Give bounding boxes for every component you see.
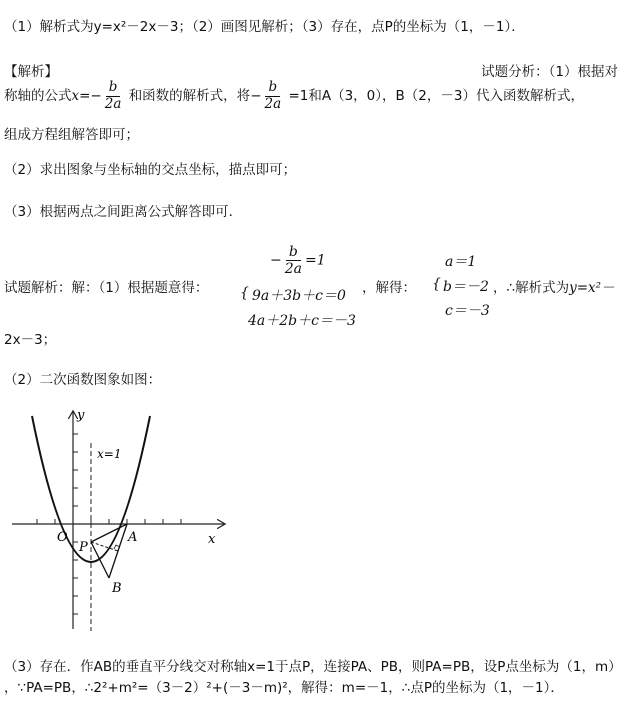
step-3-line-1: （3）存在．作AB的垂直平分线交对称轴x=1于点P，连接PA、PB，则PA=PB，设P点坐标为（1，m）: [4, 659, 622, 675]
result-continued: 2x－3；: [4, 332, 57, 348]
solve-label: ，解得：: [362, 280, 416, 296]
fraction-b-over-2a: $\frac{b}{2a}$: [104, 79, 122, 112]
result-line: ，∴解析式为y=x²－: [493, 280, 615, 296]
answer-line: （1）解析式为y=x²－2x－3；（2）画图见解析；（3）存在，点P的坐标为（1，－1）．: [4, 19, 525, 35]
equation-brace: {: [240, 285, 249, 301]
analysis-tag: 【解析】: [4, 64, 58, 80]
equation-2: 9a＋3b＋c＝0: [252, 288, 346, 304]
point-a-label: A: [128, 530, 138, 545]
parabola-graph: [0, 405, 240, 640]
equation-1: − $\frac{b}{2a}$ =1: [270, 244, 326, 278]
analysis-line-2: 称轴的公式x=− $\frac{b}{2a}$ 和函数的解析式，将− $\frac{b}{2a}$ =1和A（3，0），B（2，－3）代入函数解析式，: [4, 79, 584, 112]
symmetry-axis-label: x=1: [97, 447, 122, 461]
step-3-line-2: ，∵PA=PB，∴2²+m²=（3－2）²+(－3－m)²，解得：m=－1，∴点P的坐标为（1，－1）．: [4, 680, 564, 696]
y-axis-label: y: [77, 408, 85, 423]
analysis-step-3: （3）根据两点之间距离公式解答即可．: [4, 204, 243, 220]
point-p-label: P: [79, 540, 88, 555]
analysis-title: 试题分析：（1）根据对: [481, 64, 618, 80]
analysis-step-2: （2）求出图象与坐标轴的交点坐标，描点即可；: [4, 162, 297, 178]
equation-3: 4a＋2b＋c＝－3: [248, 313, 356, 329]
solution-a: a＝1: [445, 254, 477, 270]
x-axis-label: x: [208, 532, 216, 547]
step-2-text: （2）二次函数图象如图：: [4, 372, 162, 388]
point-b-label: B: [112, 581, 122, 596]
solution-brace: {: [432, 276, 441, 292]
solution-label: 试题解析：解：（1）根据题意得：: [4, 280, 209, 296]
solution-b: b＝－2: [443, 279, 489, 295]
origin-label: O: [57, 530, 68, 545]
solution-c: c＝－3: [445, 303, 490, 319]
analysis-line-3: 组成方程组解答即可；: [4, 127, 139, 143]
fraction-b-over-2a-second: $\frac{b}{2a}$: [264, 79, 282, 112]
